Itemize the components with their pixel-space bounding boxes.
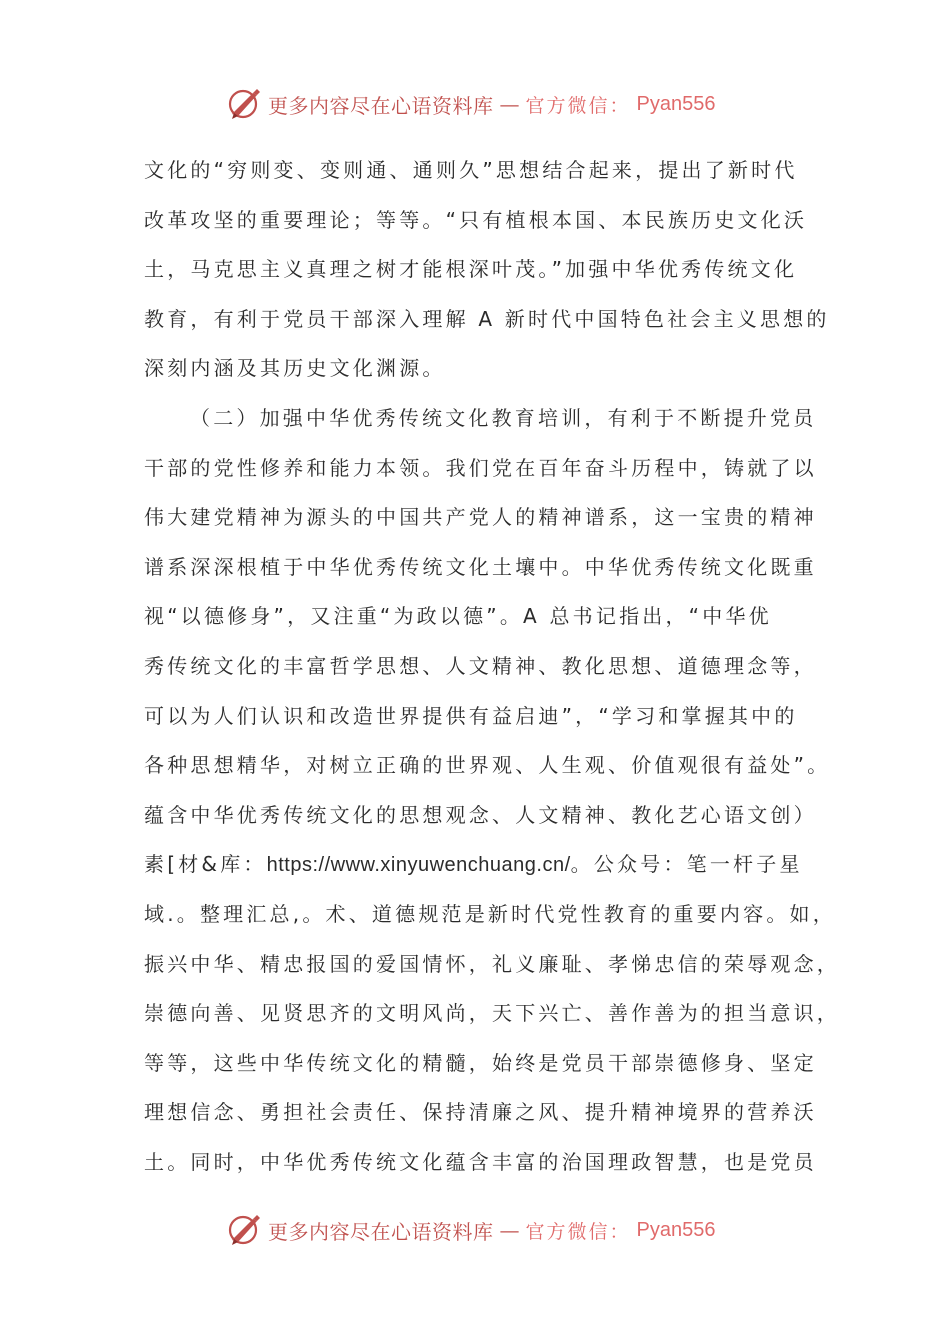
banner-dash: — — [499, 1218, 520, 1242]
text-line: 蕴含中华优秀传统文化的思想观念、人文精神、教化艺心语文创） — [144, 802, 817, 827]
pen-circle-icon — [226, 86, 262, 122]
text-line: 伟大建党精神为源头的中国共产党人的精神谱系，这一宝贵的精神 — [144, 505, 817, 530]
text-line: 等等，这些中华传统文化的精髓，始终是党员干部崇德修身、坚定 — [144, 1050, 817, 1075]
text-line: 谱系深深根植于中华优秀传统文化土壤中。中华优秀传统文化既重 — [144, 554, 817, 579]
pen-circle-icon — [226, 1212, 262, 1248]
wechat-id: Pyan556 — [636, 92, 716, 115]
paragraph-heading-line: （二）加强中华优秀传统文化教育培训，有利于不断提升党员 — [190, 405, 817, 430]
body-text — [144, 146, 840, 1187]
wechat-label: 官方微信： — [525, 1220, 631, 1243]
text-segment: 素[材&库： — [144, 852, 267, 877]
header-banner — [226, 84, 715, 124]
banner-text: 更多内容尽在心语资料库 — [268, 93, 494, 118]
text-line: 改革攻坚的重要理论；等等。“只有植根本国、本民族历史文化沃 — [144, 207, 808, 232]
text-line: 文化的“穷则变、变则通、通则久”思想结合起来，提出了新时代 — [144, 158, 798, 182]
text-line-with-url — [144, 840, 816, 890]
banner-dash: — — [499, 92, 520, 116]
text-line: 振兴中华、精忠报国的爱国情怀，礼义廉耻、孝悌忠信的荣辱观念， — [144, 951, 840, 976]
text-line: 各种思想精华，对树立正确的世界观、人生观、价值观很有益处”。 — [144, 753, 831, 778]
text-segment: 。公众号：笔一杆子星 — [570, 852, 803, 877]
text-line: 可以为人们认识和改造世界提供有益启迪”，“学习和掌握其中的 — [144, 703, 798, 728]
wechat-id: Pyan556 — [636, 1218, 716, 1241]
text-line: 理想信念、勇担社会责任、保持清廉之风、提升精神境界的营养沃 — [144, 1100, 817, 1125]
text-line: 视“以德修身”，又注重“为政以德”。A 总书记指出，“中华优 — [144, 604, 772, 629]
text-line: 深刻内涵及其历史文化渊源。 — [144, 356, 446, 381]
text-line: 秀传统文化的丰富哲学思想、人文精神、教化思想、道德理念等， — [144, 653, 817, 678]
website-url: https://www.xinyuwenchuang.cn/ — [266, 854, 571, 877]
banner-text: 更多内容尽在心语资料库 — [268, 1219, 494, 1244]
wechat-label: 官方微信： — [525, 94, 631, 117]
text-line: 土，马克思主义真理之树才能根深叶茂。”加强中华优秀传统文化 — [144, 257, 798, 282]
text-line: 土。同时，中华优秀传统文化蕴含丰富的治国理政智慧，也是党员 — [144, 1149, 817, 1174]
text-line: 崇德向善、见贤思齐的文明风尚，天下兴亡、善作善为的担当意识， — [144, 1001, 840, 1026]
text-line: 干部的党性修养和能力本领。我们党在百年奋斗历程中，铸就了以 — [144, 455, 817, 480]
footer-banner — [226, 1210, 715, 1250]
text-line: 教育，有利于党员干部深入理解 A 新时代中国特色社会主义思想的 — [144, 306, 830, 331]
text-line: 域.。整理汇总,。术、道德规范是新时代党性教育的重要内容。如， — [144, 901, 836, 926]
